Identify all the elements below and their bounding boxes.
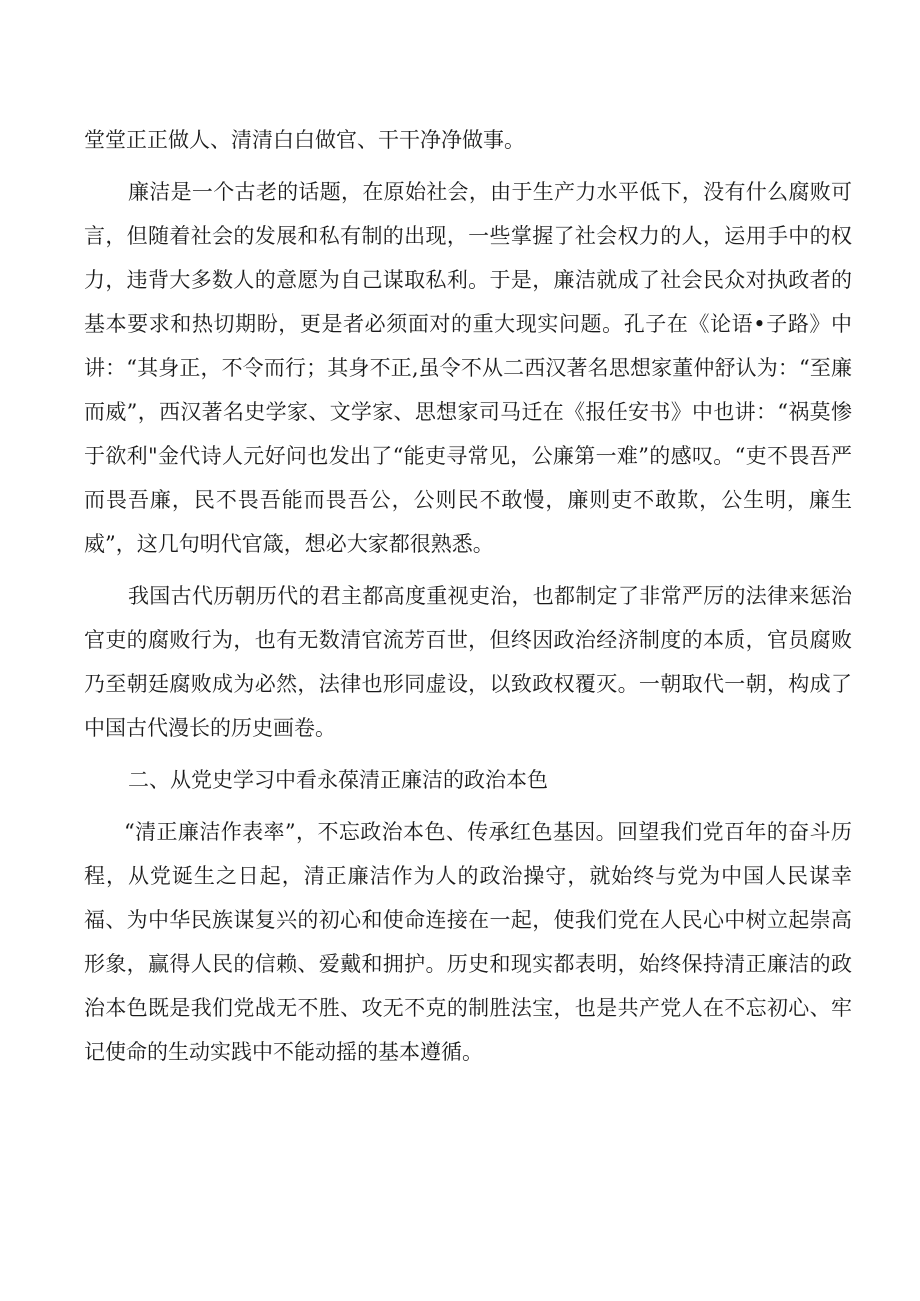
paragraph-ancient-governance: 我国古代历朝历代的君主都高度重视吏治，也都制定了非常严厉的法律来惩治官吏的腐败行为，也有无数清官流芳百世，但终因政治经济制度的本质，官员腐败乃至朝廷腐败成为必然，法律也形同虚设，以致政权覆灭。一朝取代一朝，构成了中国古代漫长的历史画卷。 [84,584,852,740]
document-body [84,118,852,1082]
paragraph-integrity-history: 廉洁是一个古老的话题，在原始社会，由于生产力水平低下，没有什么腐败可言，但随着社会的发展和私有制的出现，一些掌握了社会权力的人，运用手中的权力，违背大多数人的意愿为自己谋取私利。于是，廉洁就成了社会民众对执政者的基本要求和热切期盼，更是者必须面对的重大现实问题。孔子在《论语•子路》中讲：“其身正，不令而行；其身不正,虽令不从二西汉著名思想家董仲舒认为：“至廉而威”，西汉著名史学家、文学家、思想家司马迁在《报任安书》中也讲：“祸莫惨于欲利"金代诗人元好问也发出了“能吏寻常见，公廉第一难”的感叹。“吏不畏吾严而畏吾廉，民不畏吾能而畏吾公，公则民不敢慢，廉则吏不敢欺，公生明，廉生威”，这几句明代官箴，想必大家都很熟悉。 [84,180,852,556]
section-heading-2: 二、从党史学习中看永葆清正廉洁的政治本色 [128,768,548,792]
paragraph-continuation: 堂堂正正做人、清清白白做官、干干净净做事。 [84,128,525,152]
paragraph-party-integrity: “清正廉洁作表率”，不忘政治本色、传承红色基因。回望我们党百年的奋斗历程，从党诞生之日起，清正廉洁作为人的政治操守，就始终与党为中国人民谋幸福、为中华民族谋复兴的初心和使命连接在一起，使我们党在人民心中树立起崇高形象，赢得人民的信赖、爱戴和拥护。历史和现实都表明，始终保持清正廉洁的政治本色既是我们党战无不胜、攻无不克的制胜法宝，也是共产党人在不忘初心、牢记使命的生动实践中不能动摇的基本遵循。 [84,820,852,1064]
